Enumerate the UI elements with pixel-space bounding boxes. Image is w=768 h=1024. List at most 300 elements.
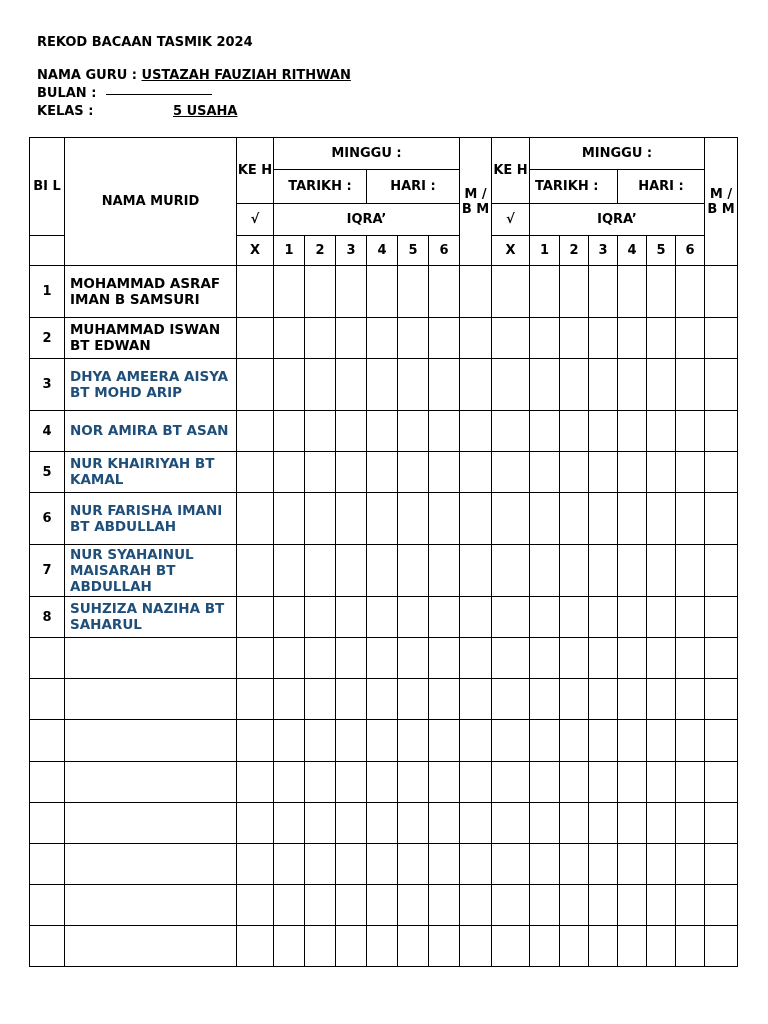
student-name: MOHAMMAD ASRAF IMAN B SAMSURI bbox=[65, 266, 237, 318]
record-cell[interactable] bbox=[560, 266, 589, 318]
record-cell[interactable] bbox=[705, 803, 738, 844]
record-cell[interactable] bbox=[274, 545, 305, 597]
record-cell[interactable] bbox=[398, 452, 429, 493]
record-cell[interactable] bbox=[305, 411, 336, 452]
record-cell[interactable] bbox=[305, 452, 336, 493]
record-cell[interactable] bbox=[676, 762, 705, 803]
record-cell[interactable] bbox=[530, 762, 560, 803]
record-cell[interactable] bbox=[336, 411, 367, 452]
record-cell[interactable] bbox=[492, 452, 530, 493]
record-cell[interactable] bbox=[460, 679, 492, 720]
record-cell[interactable] bbox=[398, 762, 429, 803]
record-cell[interactable] bbox=[492, 359, 530, 411]
record-cell[interactable] bbox=[647, 762, 676, 803]
record-cell[interactable] bbox=[398, 844, 429, 885]
teacher-line bbox=[37, 68, 351, 83]
record-cell[interactable] bbox=[367, 803, 398, 844]
record-cell[interactable] bbox=[460, 844, 492, 885]
record-cell[interactable] bbox=[530, 885, 560, 926]
record-cell[interactable] bbox=[530, 318, 560, 359]
record-cell[interactable] bbox=[589, 597, 618, 638]
record-cell[interactable] bbox=[336, 266, 367, 318]
record-cell[interactable] bbox=[618, 679, 647, 720]
record-cell[interactable] bbox=[618, 638, 647, 679]
record-cell[interactable] bbox=[647, 597, 676, 638]
student-name bbox=[65, 638, 237, 679]
record-cell[interactable] bbox=[676, 359, 705, 411]
row-number bbox=[30, 844, 65, 885]
record-cell[interactable] bbox=[460, 359, 492, 411]
record-cell[interactable] bbox=[460, 762, 492, 803]
record-cell[interactable] bbox=[367, 638, 398, 679]
record-cell[interactable] bbox=[705, 679, 738, 720]
record-cell[interactable] bbox=[560, 679, 589, 720]
record-cell[interactable] bbox=[705, 762, 738, 803]
record-cell[interactable] bbox=[336, 885, 367, 926]
record-cell[interactable] bbox=[398, 318, 429, 359]
cross-header-2: X bbox=[492, 236, 530, 266]
record-cell[interactable] bbox=[530, 926, 560, 967]
record-cell[interactable] bbox=[560, 762, 589, 803]
record-cell[interactable] bbox=[429, 493, 460, 545]
record-cell[interactable] bbox=[676, 493, 705, 545]
record-cell[interactable] bbox=[460, 720, 492, 762]
record-cell[interactable] bbox=[460, 638, 492, 679]
record-cell[interactable] bbox=[647, 318, 676, 359]
record-cell[interactable] bbox=[676, 844, 705, 885]
record-cell[interactable] bbox=[429, 545, 460, 597]
record-cell[interactable] bbox=[705, 411, 738, 452]
record-cell[interactable] bbox=[367, 926, 398, 967]
record-cell[interactable] bbox=[398, 493, 429, 545]
record-cell[interactable] bbox=[589, 545, 618, 597]
student-name: NOR AMIRA BT ASAN bbox=[65, 411, 237, 452]
record-cell[interactable] bbox=[429, 679, 460, 720]
row-number bbox=[30, 720, 65, 762]
record-cell[interactable] bbox=[367, 679, 398, 720]
record-cell[interactable] bbox=[647, 679, 676, 720]
record-cell[interactable] bbox=[589, 762, 618, 803]
record-cell[interactable] bbox=[305, 493, 336, 545]
record-cell[interactable] bbox=[676, 411, 705, 452]
record-cell[interactable] bbox=[429, 638, 460, 679]
record-cell[interactable] bbox=[618, 493, 647, 545]
row-number bbox=[30, 638, 65, 679]
record-cell[interactable] bbox=[676, 679, 705, 720]
record-cell[interactable] bbox=[336, 545, 367, 597]
record-cell[interactable] bbox=[237, 638, 274, 679]
record-cell[interactable] bbox=[336, 679, 367, 720]
record-cell[interactable] bbox=[274, 318, 305, 359]
record-cell[interactable] bbox=[274, 266, 305, 318]
record-cell[interactable] bbox=[530, 597, 560, 638]
record-cell[interactable] bbox=[336, 926, 367, 967]
record-cell[interactable] bbox=[398, 545, 429, 597]
record-cell[interactable] bbox=[530, 720, 560, 762]
record-cell[interactable] bbox=[492, 679, 530, 720]
record-cell[interactable] bbox=[492, 545, 530, 597]
record-cell[interactable] bbox=[705, 493, 738, 545]
record-cell[interactable] bbox=[274, 597, 305, 638]
record-cell[interactable] bbox=[367, 844, 398, 885]
record-cell[interactable] bbox=[237, 597, 274, 638]
class-label: KELAS : bbox=[37, 104, 94, 119]
record-cell[interactable] bbox=[647, 803, 676, 844]
record-cell[interactable] bbox=[676, 452, 705, 493]
record-cell[interactable] bbox=[676, 597, 705, 638]
record-cell[interactable] bbox=[305, 679, 336, 720]
record-cell[interactable] bbox=[460, 493, 492, 545]
record-cell[interactable] bbox=[460, 926, 492, 967]
record-cell[interactable] bbox=[705, 638, 738, 679]
record-cell[interactable] bbox=[460, 318, 492, 359]
record-cell[interactable] bbox=[530, 359, 560, 411]
record-cell[interactable] bbox=[274, 411, 305, 452]
record-cell[interactable] bbox=[305, 844, 336, 885]
row-number: 7 bbox=[30, 545, 65, 597]
record-cell[interactable] bbox=[460, 452, 492, 493]
record-cell[interactable] bbox=[492, 844, 530, 885]
record-cell[interactable] bbox=[237, 679, 274, 720]
record-cell[interactable] bbox=[530, 266, 560, 318]
week2-day-1-header: 1 bbox=[530, 236, 560, 266]
week1-day-1-header: 1 bbox=[274, 236, 305, 266]
record-cell[interactable] bbox=[398, 359, 429, 411]
record-cell[interactable] bbox=[336, 762, 367, 803]
record-cell[interactable] bbox=[398, 885, 429, 926]
student-name bbox=[65, 844, 237, 885]
record-cell[interactable] bbox=[398, 720, 429, 762]
record-cell[interactable] bbox=[367, 266, 398, 318]
record-cell[interactable] bbox=[647, 638, 676, 679]
record-cell[interactable] bbox=[492, 762, 530, 803]
record-cell[interactable] bbox=[367, 359, 398, 411]
record-cell[interactable] bbox=[336, 638, 367, 679]
record-cell[interactable] bbox=[305, 638, 336, 679]
record-cell[interactable] bbox=[647, 452, 676, 493]
record-cell[interactable] bbox=[705, 545, 738, 597]
record-cell[interactable] bbox=[589, 803, 618, 844]
record-cell[interactable] bbox=[237, 266, 274, 318]
record-cell[interactable] bbox=[530, 493, 560, 545]
record-cell[interactable] bbox=[274, 844, 305, 885]
record-cell[interactable] bbox=[305, 597, 336, 638]
record-cell[interactable] bbox=[398, 679, 429, 720]
record-cell[interactable] bbox=[460, 545, 492, 597]
record-cell[interactable] bbox=[274, 720, 305, 762]
record-cell[interactable] bbox=[647, 359, 676, 411]
record-cell[interactable] bbox=[305, 545, 336, 597]
record-cell[interactable] bbox=[237, 762, 274, 803]
record-cell[interactable] bbox=[618, 597, 647, 638]
record-cell[interactable] bbox=[530, 545, 560, 597]
record-cell[interactable] bbox=[530, 679, 560, 720]
record-cell[interactable] bbox=[305, 762, 336, 803]
record-cell[interactable] bbox=[530, 411, 560, 452]
record-cell[interactable] bbox=[647, 885, 676, 926]
record-cell[interactable] bbox=[274, 885, 305, 926]
record-cell[interactable] bbox=[676, 720, 705, 762]
tasmik-table bbox=[29, 137, 738, 967]
record-cell[interactable] bbox=[492, 493, 530, 545]
record-cell[interactable] bbox=[367, 720, 398, 762]
record-cell[interactable] bbox=[560, 803, 589, 844]
record-cell[interactable] bbox=[492, 638, 530, 679]
record-cell[interactable] bbox=[560, 493, 589, 545]
record-cell[interactable] bbox=[274, 679, 305, 720]
record-cell[interactable] bbox=[237, 720, 274, 762]
week2-day-5-header: 5 bbox=[647, 236, 676, 266]
record-cell[interactable] bbox=[705, 597, 738, 638]
table-row bbox=[30, 844, 738, 885]
record-cell[interactable] bbox=[589, 638, 618, 679]
record-cell[interactable] bbox=[398, 803, 429, 844]
record-cell[interactable] bbox=[237, 411, 274, 452]
record-cell[interactable] bbox=[589, 452, 618, 493]
record-cell[interactable] bbox=[336, 720, 367, 762]
record-cell[interactable] bbox=[336, 597, 367, 638]
record-cell[interactable] bbox=[274, 803, 305, 844]
record-cell[interactable] bbox=[589, 493, 618, 545]
record-cell[interactable] bbox=[676, 318, 705, 359]
record-cell[interactable] bbox=[460, 597, 492, 638]
record-cell[interactable] bbox=[618, 359, 647, 411]
record-cell[interactable] bbox=[560, 844, 589, 885]
record-cell[interactable] bbox=[398, 266, 429, 318]
iqra-header: IQRA’ bbox=[274, 204, 460, 236]
week2-day-3-header: 3 bbox=[589, 236, 618, 266]
record-cell[interactable] bbox=[560, 359, 589, 411]
record-cell[interactable] bbox=[618, 266, 647, 318]
record-cell[interactable] bbox=[336, 844, 367, 885]
record-cell[interactable] bbox=[367, 885, 398, 926]
record-cell[interactable] bbox=[676, 885, 705, 926]
record-cell[interactable] bbox=[705, 318, 738, 359]
record-cell[interactable] bbox=[560, 318, 589, 359]
record-cell[interactable] bbox=[429, 926, 460, 967]
record-cell[interactable] bbox=[460, 803, 492, 844]
record-cell[interactable] bbox=[237, 452, 274, 493]
record-cell[interactable] bbox=[492, 597, 530, 638]
record-cell[interactable] bbox=[676, 803, 705, 844]
record-cell[interactable] bbox=[705, 359, 738, 411]
record-cell[interactable] bbox=[237, 885, 274, 926]
table-row bbox=[30, 762, 738, 803]
record-cell[interactable] bbox=[560, 411, 589, 452]
record-cell[interactable] bbox=[336, 359, 367, 411]
record-cell[interactable] bbox=[589, 720, 618, 762]
student-name bbox=[65, 720, 237, 762]
record-cell[interactable] bbox=[460, 885, 492, 926]
row-number: 5 bbox=[30, 452, 65, 493]
record-cell[interactable] bbox=[336, 318, 367, 359]
record-cell[interactable] bbox=[429, 803, 460, 844]
row-number: 4 bbox=[30, 411, 65, 452]
row-number bbox=[30, 679, 65, 720]
mbm-header-2: M / B M bbox=[705, 138, 738, 266]
record-cell[interactable] bbox=[305, 318, 336, 359]
record-cell[interactable] bbox=[367, 545, 398, 597]
record-cell[interactable] bbox=[589, 844, 618, 885]
record-cell[interactable] bbox=[429, 266, 460, 318]
record-cell[interactable] bbox=[530, 638, 560, 679]
record-cell[interactable] bbox=[237, 318, 274, 359]
week1-day-4-header: 4 bbox=[367, 236, 398, 266]
record-cell[interactable] bbox=[429, 762, 460, 803]
record-cell[interactable] bbox=[618, 885, 647, 926]
record-cell[interactable] bbox=[336, 452, 367, 493]
record-cell[interactable] bbox=[460, 266, 492, 318]
record-cell[interactable] bbox=[429, 844, 460, 885]
record-cell[interactable] bbox=[560, 885, 589, 926]
record-cell[interactable] bbox=[429, 452, 460, 493]
table-row bbox=[30, 493, 738, 545]
record-cell[interactable] bbox=[647, 266, 676, 318]
record-cell[interactable] bbox=[589, 411, 618, 452]
record-cell[interactable] bbox=[237, 803, 274, 844]
record-cell[interactable] bbox=[429, 318, 460, 359]
student-name: NUR FARISHA IMANI BT ABDULLAH bbox=[65, 493, 237, 545]
record-cell[interactable] bbox=[274, 452, 305, 493]
record-cell[interactable] bbox=[429, 885, 460, 926]
record-cell[interactable] bbox=[560, 638, 589, 679]
record-cell[interactable] bbox=[647, 545, 676, 597]
record-cell[interactable] bbox=[274, 493, 305, 545]
record-cell[interactable] bbox=[367, 762, 398, 803]
tick-header-2: √ bbox=[492, 204, 530, 236]
record-cell[interactable] bbox=[305, 803, 336, 844]
record-cell[interactable] bbox=[676, 266, 705, 318]
record-cell[interactable] bbox=[367, 411, 398, 452]
record-cell[interactable] bbox=[367, 493, 398, 545]
record-cell[interactable] bbox=[705, 720, 738, 762]
record-cell[interactable] bbox=[398, 638, 429, 679]
record-cell[interactable] bbox=[367, 597, 398, 638]
record-cell[interactable] bbox=[336, 493, 367, 545]
record-cell[interactable] bbox=[676, 638, 705, 679]
table-row bbox=[30, 452, 738, 493]
record-cell[interactable] bbox=[492, 926, 530, 967]
record-cell[interactable] bbox=[305, 926, 336, 967]
record-cell[interactable] bbox=[647, 493, 676, 545]
record-cell[interactable] bbox=[589, 318, 618, 359]
record-cell[interactable] bbox=[705, 844, 738, 885]
student-name bbox=[65, 762, 237, 803]
iqra-header-2: IQRA’ bbox=[530, 204, 705, 236]
record-cell[interactable] bbox=[618, 545, 647, 597]
record-cell[interactable] bbox=[336, 803, 367, 844]
record-cell[interactable] bbox=[560, 545, 589, 597]
record-cell[interactable] bbox=[492, 411, 530, 452]
record-cell[interactable] bbox=[237, 926, 274, 967]
record-cell[interactable] bbox=[460, 411, 492, 452]
record-cell[interactable] bbox=[530, 844, 560, 885]
record-cell[interactable] bbox=[274, 359, 305, 411]
row-number bbox=[30, 803, 65, 844]
record-cell[interactable] bbox=[705, 885, 738, 926]
tarikh-header-2: TARIKH : bbox=[530, 170, 618, 204]
record-cell[interactable] bbox=[305, 266, 336, 318]
record-cell[interactable] bbox=[305, 885, 336, 926]
record-cell[interactable] bbox=[398, 926, 429, 967]
record-cell[interactable] bbox=[589, 926, 618, 967]
record-cell[interactable] bbox=[237, 844, 274, 885]
record-cell[interactable] bbox=[237, 545, 274, 597]
week1-day-3-header: 3 bbox=[336, 236, 367, 266]
record-cell[interactable] bbox=[647, 411, 676, 452]
record-cell[interactable] bbox=[618, 762, 647, 803]
record-cell[interactable] bbox=[618, 411, 647, 452]
record-cell[interactable] bbox=[398, 411, 429, 452]
record-cell[interactable] bbox=[492, 266, 530, 318]
record-cell[interactable] bbox=[560, 926, 589, 967]
record-cell[interactable] bbox=[429, 411, 460, 452]
student-name: SUHZIZA NAZIHA BT SAHARUL bbox=[65, 597, 237, 638]
record-cell[interactable] bbox=[492, 803, 530, 844]
record-cell[interactable] bbox=[618, 803, 647, 844]
record-cell[interactable] bbox=[274, 638, 305, 679]
table-row bbox=[30, 266, 738, 318]
record-cell[interactable] bbox=[647, 926, 676, 967]
record-cell[interactable] bbox=[618, 452, 647, 493]
record-cell[interactable] bbox=[589, 679, 618, 720]
minggu-header: MINGGU : bbox=[274, 138, 460, 170]
record-cell[interactable] bbox=[560, 452, 589, 493]
record-cell[interactable] bbox=[618, 318, 647, 359]
record-cell[interactable] bbox=[530, 452, 560, 493]
record-cell[interactable] bbox=[705, 926, 738, 967]
record-cell[interactable] bbox=[705, 452, 738, 493]
record-cell[interactable] bbox=[237, 359, 274, 411]
student-name: NUR SYAHAINUL MAISARAH BT ABDULLAH bbox=[65, 545, 237, 597]
table-row bbox=[30, 720, 738, 762]
record-cell[interactable] bbox=[305, 720, 336, 762]
record-cell[interactable] bbox=[676, 926, 705, 967]
record-cell[interactable] bbox=[274, 926, 305, 967]
record-cell[interactable] bbox=[618, 926, 647, 967]
record-cell[interactable] bbox=[429, 597, 460, 638]
record-cell[interactable] bbox=[274, 762, 305, 803]
record-cell[interactable] bbox=[492, 720, 530, 762]
record-cell[interactable] bbox=[398, 597, 429, 638]
record-cell[interactable] bbox=[647, 844, 676, 885]
record-cell[interactable] bbox=[647, 720, 676, 762]
record-cell[interactable] bbox=[429, 720, 460, 762]
table-row bbox=[30, 359, 738, 411]
record-cell[interactable] bbox=[618, 720, 647, 762]
record-cell[interactable] bbox=[530, 803, 560, 844]
record-cell[interactable] bbox=[589, 359, 618, 411]
record-cell[interactable] bbox=[589, 885, 618, 926]
record-cell[interactable] bbox=[305, 359, 336, 411]
record-cell[interactable] bbox=[492, 885, 530, 926]
record-cell[interactable] bbox=[589, 266, 618, 318]
record-cell[interactable] bbox=[367, 452, 398, 493]
record-cell[interactable] bbox=[705, 266, 738, 318]
teacher-name: USTAZAH FAUZIAH RITHWAN bbox=[141, 68, 351, 83]
month-label: BULAN : bbox=[37, 86, 97, 101]
record-cell[interactable] bbox=[676, 545, 705, 597]
record-cell[interactable] bbox=[560, 720, 589, 762]
page-title: REKOD BACAAN TASMIK 2024 bbox=[37, 35, 253, 50]
record-cell[interactable] bbox=[429, 359, 460, 411]
record-cell[interactable] bbox=[492, 318, 530, 359]
record-cell[interactable] bbox=[237, 493, 274, 545]
row-number: 1 bbox=[30, 266, 65, 318]
record-cell[interactable] bbox=[367, 318, 398, 359]
record-cell[interactable] bbox=[560, 597, 589, 638]
record-cell[interactable] bbox=[618, 844, 647, 885]
